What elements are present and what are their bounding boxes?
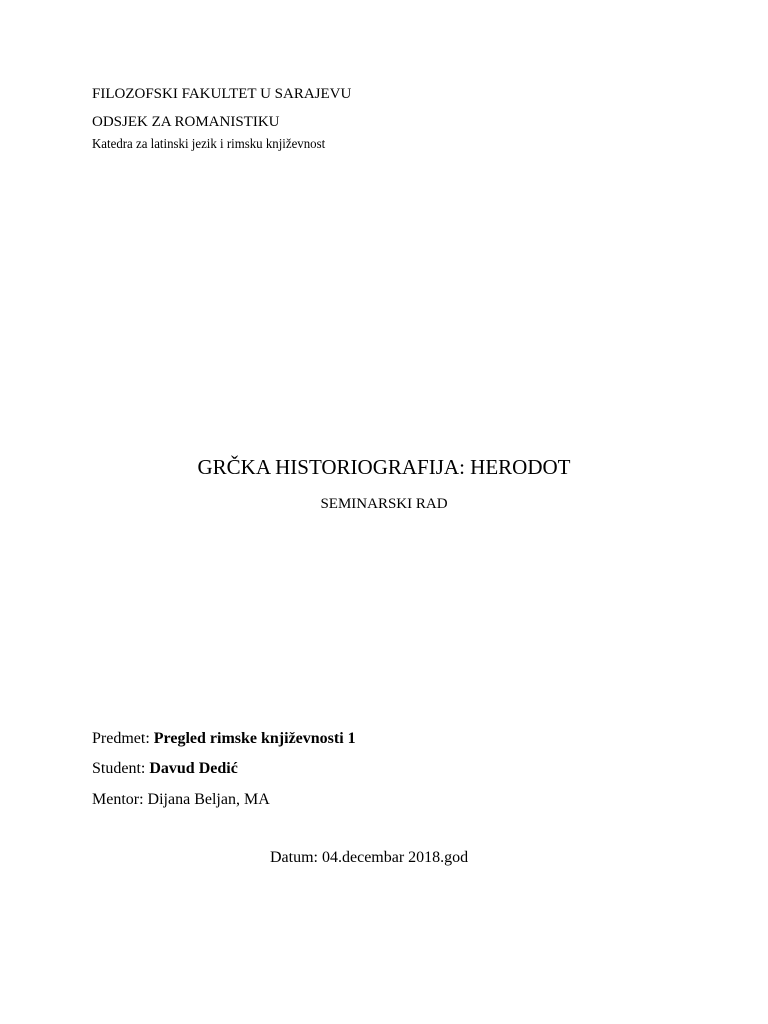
date-line: Datum: 04.decembar 2018.god — [270, 849, 469, 866]
mentor-label: Mentor: — [92, 791, 144, 808]
subject-label: Predmet: — [92, 730, 150, 747]
document-subtitle: SEMINARSKI RAD — [320, 496, 448, 512]
subject-row — [92, 731, 356, 747]
mentor-value: Dijana Beljan, MA — [147, 791, 270, 808]
student-row — [92, 761, 238, 777]
student-value: Davud Dedić — [149, 760, 238, 777]
student-label: Student: — [92, 760, 146, 777]
document-title: GRČKA HISTORIOGRAFIJA: HERODOT — [197, 455, 571, 479]
subject-value: Pregled rimske književnosti 1 — [153, 730, 356, 747]
mentor-row — [92, 792, 270, 808]
department-name: ODSJEK ZA ROMANISTIKU — [92, 114, 280, 130]
chair-name: Katedra za latinski jezik i rimsku književnost — [92, 137, 326, 152]
faculty-name: FILOZOFSKI FAKULTET U SARAJEVU — [92, 86, 352, 102]
